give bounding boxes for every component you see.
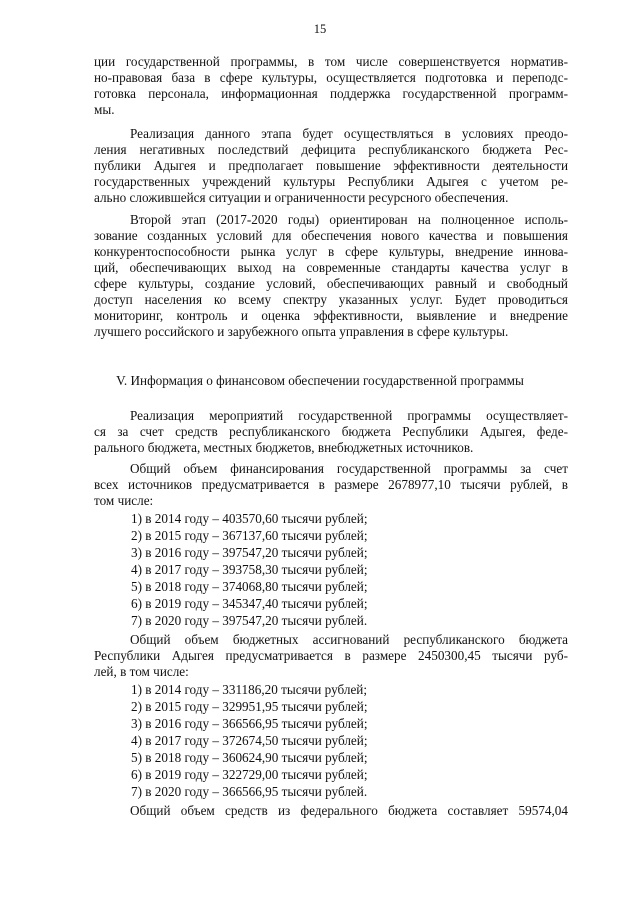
list-item: 5) в 2018 году – 360624,90 тысячи рублей;	[131, 750, 368, 765]
list-item: 1) в 2014 году – 403570,60 тысячи рублей;	[131, 511, 368, 526]
list-item: 3) в 2016 году – 397547,20 тысячи рублей;	[131, 545, 368, 560]
list-item: 7) в 2020 году – 366566,95 тысячи рублей.	[131, 784, 368, 799]
text-line: доступ населения ко всему спектру указанных услуг. Будет проводиться	[94, 292, 568, 307]
text-line: ций, обеспечивающих выход на современные стандарты качества услуг в	[94, 260, 568, 275]
text-line: мониторинг, контроль и оценка эффективности, выявление и внедрение	[94, 308, 568, 323]
text-line: Общий объем бюджетных ассигнований республиканского бюджета	[130, 632, 568, 647]
text-line: ления негативных последствий дефицита республиканского бюджета Рес-	[94, 142, 568, 157]
list-item: 4) в 2017 году – 372674,50 тысячи рублей;	[131, 733, 368, 748]
text-line: но-правовая база в сфере культуры, осуществляется подготовка и переподс-	[94, 70, 568, 85]
list-item: 2) в 2015 году – 367137,60 тысячи рублей;	[131, 528, 368, 543]
list-item: 4) в 2017 году – 393758,30 тысячи рублей;	[131, 562, 368, 577]
list-item: 1) в 2014 году – 331186,20 тысячи рублей;	[131, 682, 368, 697]
text-line: Общий объем средств из федерального бюджета составляет 59574,04	[130, 803, 568, 818]
text-line: Реализация данного этапа будет осуществляться в условиях преодо-	[130, 126, 568, 141]
text-line: Республики Адыгея предусматривается в размере 2450300,45 тысячи руб-	[94, 648, 568, 663]
text-line: сфере культуры, создание условий, обеспечивающих равный и свободный	[94, 276, 568, 291]
text-line: публики Адыгея и предполагает повышение эффективности деятельности	[94, 158, 568, 173]
text-line: Общий объем финансирования государственной программы за счет	[130, 461, 568, 476]
section-heading: V. Информация о финансовом обеспечении государственной программы	[116, 373, 524, 388]
text-line: лучшего российского и зарубежного опыта управления в сфере культуры.	[94, 324, 509, 339]
text-line: ции государственной программы, в том числе совершенствуется норматив-	[94, 54, 568, 69]
text-line: ся за счет средств республиканского бюджета Республики Адыгея, феде-	[94, 424, 568, 439]
text-line: мы.	[94, 102, 115, 117]
page-number: 15	[313, 22, 327, 36]
text-line: ально сложившейся ситуации и ограниченности ресурсного обеспечения.	[94, 190, 509, 205]
text-line: Второй этап (2017-2020 годы) ориентирован на полноценное исполь-	[130, 212, 568, 227]
list-item: 3) в 2016 году – 366566,95 тысячи рублей;	[131, 716, 368, 731]
list-item: 6) в 2019 году – 345347,40 тысячи рублей;	[131, 596, 368, 611]
text-line: конкурентоспособности рынка услуг в сфере культуры, внедрение иннова-	[94, 244, 568, 259]
list-item: 5) в 2018 году – 374068,80 тысячи рублей;	[131, 579, 368, 594]
text-line: лей, в том числе:	[94, 664, 189, 679]
list-item: 2) в 2015 году – 329951,95 тысячи рублей;	[131, 699, 368, 714]
text-line: Реализация мероприятий государственной программы осуществляет-	[130, 408, 568, 423]
list-item: 7) в 2020 году – 397547,20 тысячи рублей.	[131, 613, 368, 628]
text-line: том числе:	[94, 493, 154, 508]
list-item: 6) в 2019 году – 322729,00 тысячи рублей;	[131, 767, 368, 782]
text-line: государственных учреждений культуры Республики Адыгея с учетом ре-	[94, 174, 568, 189]
text-line: рального бюджета, местных бюджетов, внебюджетных источников.	[94, 440, 474, 455]
text-line: готовка персонала, информационная поддержка государственной программ-	[94, 86, 568, 101]
text-line: всех источников предусматривается в размере 2678977,10 тысячи рублей, в	[94, 477, 568, 492]
text-line: зование созданных условий для обеспечения нового качества и повышения	[94, 228, 568, 243]
